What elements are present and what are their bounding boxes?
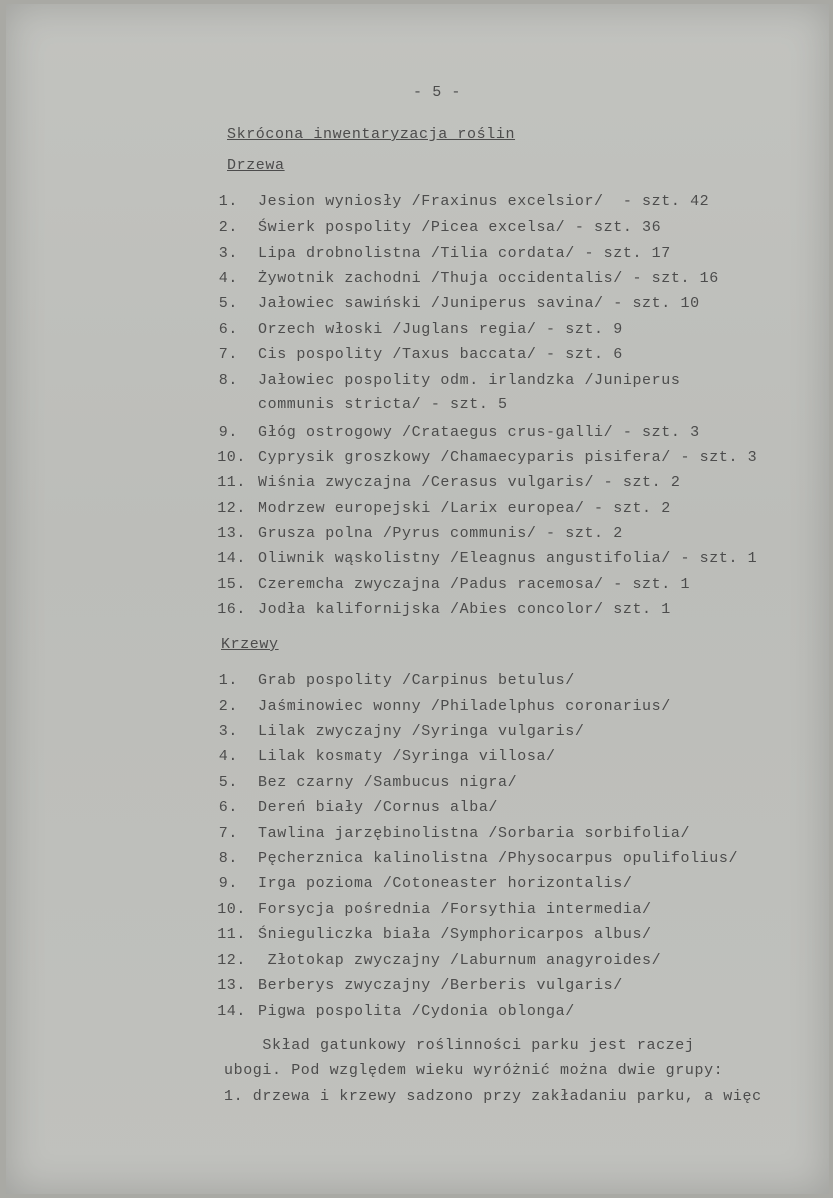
section-heading-shrubs: Krzewy	[221, 636, 279, 653]
section-heading-trees: Drzewa	[227, 157, 285, 174]
page-number: - 5 -	[413, 84, 462, 101]
paragraph-line: Skład gatunkowy roślinności parku jest raczej	[224, 1037, 695, 1054]
paragraph-line: 1. drzewa i krzewy sadzono przy zakładaniu parku, a więc	[224, 1088, 762, 1105]
document-title: Skrócona inwentaryzacja roślin	[227, 126, 516, 143]
document-page: - 5 - Skrócona inwentaryzacja roślin Drzewa 1. Jesion wyniosły /Fraxinus excelsior/ - szt. 42 2. Świerk pospolity /Picea excelsa/ - szt. 36 3. Lipa drobnolistna /Tilia cordata/ - szt. 17 4. Żywotnik zachodni /Thuja occidentalis/ - szt. 16 5. Jałowiec sawiński /Juniperus savina/ - szt. 10 6. Orzech włoski /Juglans regia/ - szt. 9 7. Cis pospolity /Taxus baccata/ - szt. 6 8. Jałowiec pospolity odm. irlandzka /Juniperus communis stricta/ - szt. 5 9. Głóg ostrogowy /Crataegus crus-galli/ - szt. 3 10. Cyprysik groszkowy /Chamaecyparis pisifera/ - szt. 3 11. Wiśnia zwyczajna /Cerasus vulgaris/ - szt. 2 12. Modrzew europejski /Larix europea/ - szt. 2 13. Grusza polna /Pyrus communis/ - szt. 2 14. Oliwnik wąskolistny /Eleagnus angustifolia/ - szt. 1 15. Czeremcha zwyczajna /Padus racemosa/ - szt. 1 16. Jodła kalifornijska /Abies concolor/ szt. 1 Krzewy 1. Grab pospolity /Carpinus betulus/ 2. Jaśminowiec wonny /Philadelphus coronarius/ 3. Lilak zwyczajny /Syringa vulgaris/ 4. Lilak kosmaty /Syringa villosa/ 5. Bez czarny /Sambucus nigra/ 6. Dereń biały /Cornus alba/ 7. Tawlina jarzębinolistna /Sorbaria sorbifolia/ 8. Pęcherznica kalinolistna /Physocarpus opulifolius/ 9. Irga pozioma /Cotoneaster horizontalis/ 10. Forsycja pośrednia /Forsythia intermedia/ 11. Śnieguliczka biała /Symphoricarpos albus/ 12. Złotokap zwyczajny /Laburnum anagyroides/ 13. Berberys zwyczajny /Berberis vulgaris/ 14. Pigwa pospolita /Cydonia oblonga/ Skład gatunkowy roślinności parku jest raczej ubogi. Pod względem wieku wyróżnić można dwie grupy: 1. drzewa i krzewy sadzono przy zakładaniu parku, a więc	[6, 4, 829, 1194]
paragraph-line: ubogi. Pod względem wieku wyróżnić można dwie grupy:	[224, 1062, 724, 1079]
